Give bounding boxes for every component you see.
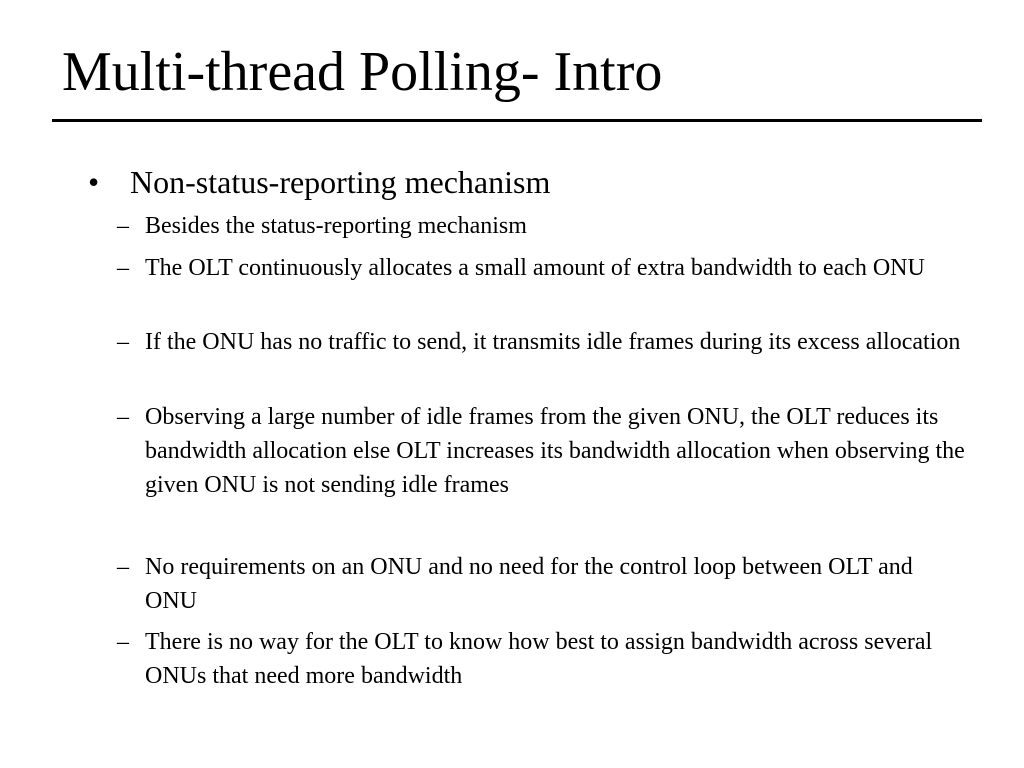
sub-item [117,400,967,502]
sub-item-text: If the ONU has no traffic to send, it transmits idle frames during its excess allocation [145,329,961,355]
sub-item-marker: – [117,404,129,430]
sub-item-marker: – [117,329,129,355]
sub-item [117,550,967,618]
bullet-text: Non-status-reporting mechanism [130,164,551,200]
sub-item-text: No requirements on an ONU and no need for the control loop between OLT and ONU [145,554,913,614]
bullet-marker: • [88,164,100,200]
sub-item-marker: – [117,255,129,281]
sub-item-marker: – [117,554,129,580]
sub-item-text: The OLT continuously allocates a small amount of extra bandwidth to each ONU [145,255,925,281]
sub-item [117,325,967,359]
sub-item [117,625,967,693]
sub-item-text: There is no way for the OLT to know how best to assign bandwidth across several ONUs that need more bandwidth [145,629,933,689]
sub-item-text: Besides the status-reporting mechanism [145,213,527,239]
sub-item-marker: – [117,213,129,239]
sub-item [117,209,967,243]
sub-item-text: Observing a large number of idle frames from the given ONU, the OLT reduces its bandwidth allocation else OLT increases its bandwidth allocation when observing the given ONU is not sending idle frames [145,404,965,498]
sub-item [117,251,967,285]
sub-item-marker: – [117,629,129,655]
title-underline [52,119,982,122]
slide-title: Multi-thread Polling- Intro [62,41,663,103]
